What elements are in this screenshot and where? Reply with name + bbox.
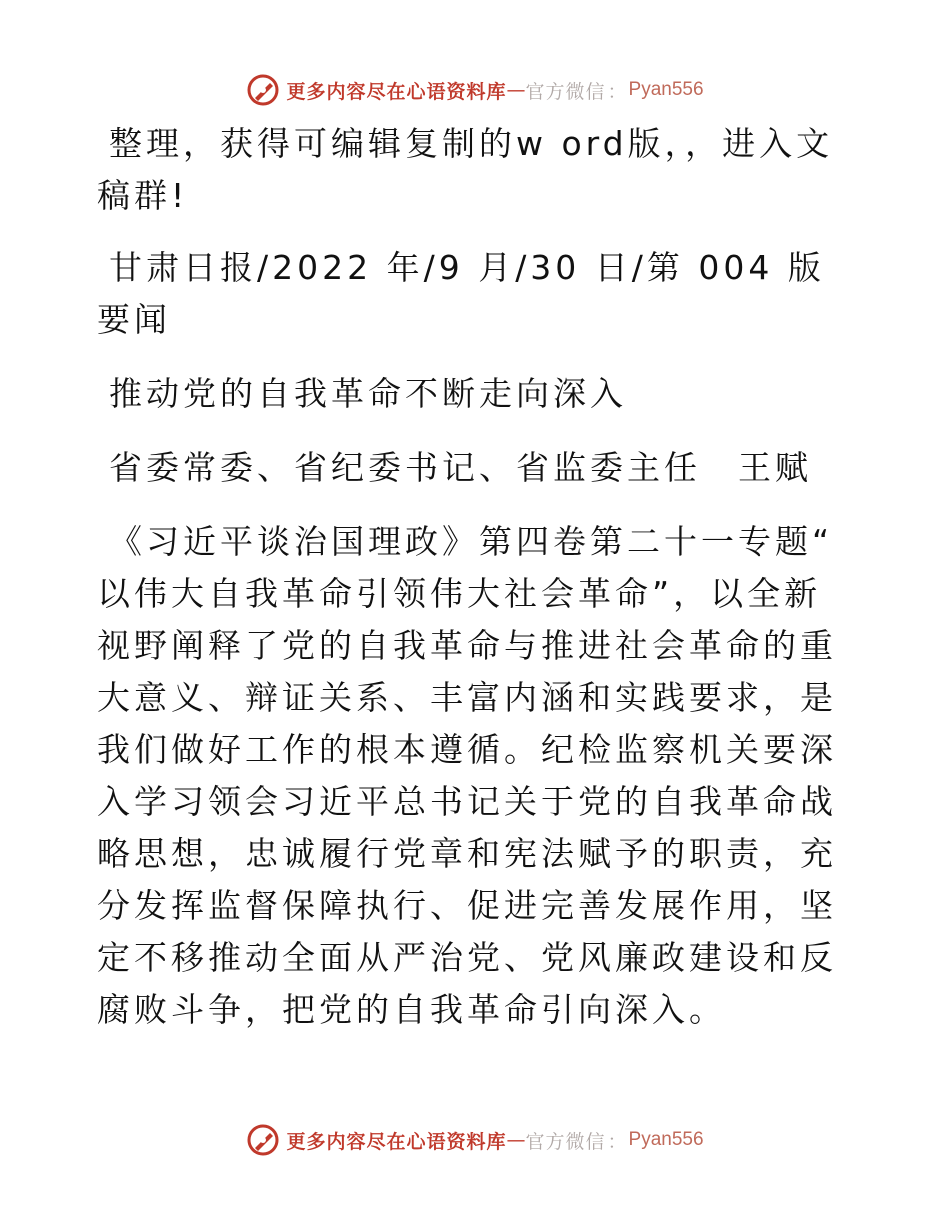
pen-logo-icon xyxy=(246,73,280,107)
watermark-label: 官方微信 xyxy=(525,80,606,103)
pen-logo-icon xyxy=(246,1123,280,1157)
footer-watermark xyxy=(0,1120,950,1160)
watermark-text: 更多内容尽在心语资料库 xyxy=(286,80,507,103)
watermark-label: 官方微信 xyxy=(525,1130,606,1153)
article-title: 推动党的自我革命不断走向深入 xyxy=(109,374,627,413)
watermark-text: 更多内容尽在心语资料库 xyxy=(286,1130,507,1153)
watermark-dash: — xyxy=(506,1129,526,1151)
intro-paragraph: 整理，获得可编辑复制的w ord版，，进入文稿群! xyxy=(97,124,834,215)
watermark-wechat-id: Pyan556 xyxy=(628,79,704,100)
watermark-dash: — xyxy=(506,79,526,101)
document-content xyxy=(97,118,853,1036)
watermark-separator: ： xyxy=(607,1130,627,1153)
source-line: 甘肃日报/2022 年/9 月/30 日/第 004 版要闻 xyxy=(97,248,825,339)
watermark-separator: ： xyxy=(607,80,627,103)
header-watermark xyxy=(0,70,950,110)
author-line: 省委常委、省纪委书记、省监委主任 王赋 xyxy=(109,448,812,487)
watermark-wechat-id: Pyan556 xyxy=(628,1129,704,1150)
body-paragraph: 《习近平谈治国理政》第四卷第二十一专题“ 以伟大自我革命引领伟大社会革命”，以全新视野阐释了党的自我革命与推进社会革命的重大意义、辩证关系、丰富内涵和实践要求，是我们做好工作的根本遵循。纪检监察机关要深入学习领会习近平总书记关于党的自我革命战略思想，忠诚履行党章和宪法赋予的职责，充分发挥监督保障执行、促进完善发展作用，坚定不移推动全面从严治党、党风廉政建设和反腐败斗争，把党的自我革命引向深入。 xyxy=(97,522,837,1029)
